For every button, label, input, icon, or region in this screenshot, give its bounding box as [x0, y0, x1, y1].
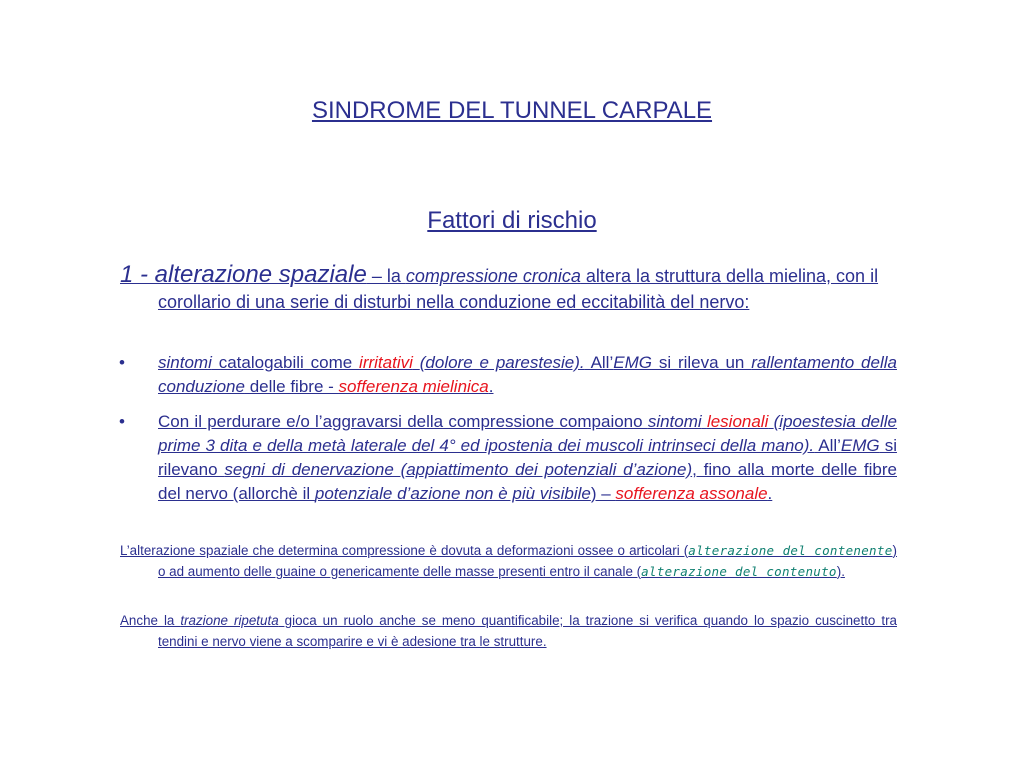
bullet-item-sintomi-irritativi [120, 351, 897, 399]
text-run: . [767, 484, 773, 503]
text-run-italic: (ipoestesia delle prime 3 dita e della metà laterale del 4° ed ipostenia dei muscoli intrinseci della mano). [158, 412, 897, 455]
slide-title: SINDROME DEL TUNNEL CARPALE [311, 97, 713, 124]
text-run-italic: trazione ripetuta [180, 613, 279, 628]
text-run-mono: alterazione del contenente [688, 543, 893, 558]
text-run: gioca un ruolo anche se meno quantificabile; la trazione si verifica quando lo spazio cuscinetto tra tendini e nervo viene a scomparire e vi è adesione tra le strutture. [158, 613, 897, 649]
text-run: . [488, 377, 494, 396]
text-run-italic: rallentamento della conduzione [158, 353, 897, 396]
text-run: si rilevano [158, 436, 897, 479]
text-run-mono: alterazione del contenuto [641, 564, 837, 579]
text-run [413, 353, 420, 372]
text-run: si rileva un [651, 353, 752, 372]
paragraph-deformazioni [120, 540, 897, 582]
text-run: altera la struttura della mielina, con il corollario di una serie di disturbi nella conduzione ed eccitabilità del nervo: [158, 266, 879, 312]
text-run: catalogabili come [211, 353, 360, 372]
text-run: Con il perdurare e/o l’aggravarsi della compressione compaiono [158, 412, 648, 431]
text-highlight: irritativi [359, 353, 413, 372]
text-run: ). [836, 564, 845, 579]
text-run: ) o ad aumento delle guaine o genericamente delle masse presenti entro il canale ( [158, 543, 897, 579]
text-run-italic: sintomi [158, 353, 212, 372]
text-run-italic: sintomi [647, 412, 702, 431]
text-run-italic: (dolore e parestesie). [419, 353, 585, 372]
text-run: All’ [584, 353, 614, 372]
text-run-italic: compressione cronica [405, 266, 581, 286]
bullet-icon: • [119, 353, 125, 372]
text-highlight: sofferenza mielinica [338, 377, 489, 396]
text-highlight: lesionali [706, 412, 769, 431]
text-run: Anche la [120, 613, 181, 628]
bullet-icon: • [119, 412, 125, 431]
text-highlight: sofferenza assonale [615, 484, 768, 503]
slide-subtitle: Fattori di rischio [427, 207, 597, 234]
text-run: L’alterazione spaziale che determina compressione è dovuta a deformazioni ossee o articolari ( [120, 543, 689, 558]
text-run: , fino alla morte delle fibre del nervo (allorchè il [158, 460, 897, 503]
text-run-italic: EMG [840, 436, 880, 455]
text-run: – la [366, 266, 406, 286]
text-run-italic: potenziale d’azione non è più visibile [314, 484, 591, 503]
bullet-item-sintomi-lesionali [120, 410, 897, 506]
paragraph-lead: 1 - alterazione spaziale [120, 261, 367, 288]
paragraph-alterazione-spaziale [120, 262, 935, 315]
text-run-italic: EMG [613, 353, 652, 372]
text-run: All’ [814, 436, 841, 455]
text-run: ) – [590, 484, 616, 503]
bullet-text [158, 351, 897, 399]
text-run-italic: segni di denervazione (appiattimento dei potenziali d’azione) [224, 460, 693, 479]
text-run: delle fibre - [244, 377, 339, 396]
bullet-text [158, 410, 897, 506]
paragraph-trazione [120, 610, 897, 652]
